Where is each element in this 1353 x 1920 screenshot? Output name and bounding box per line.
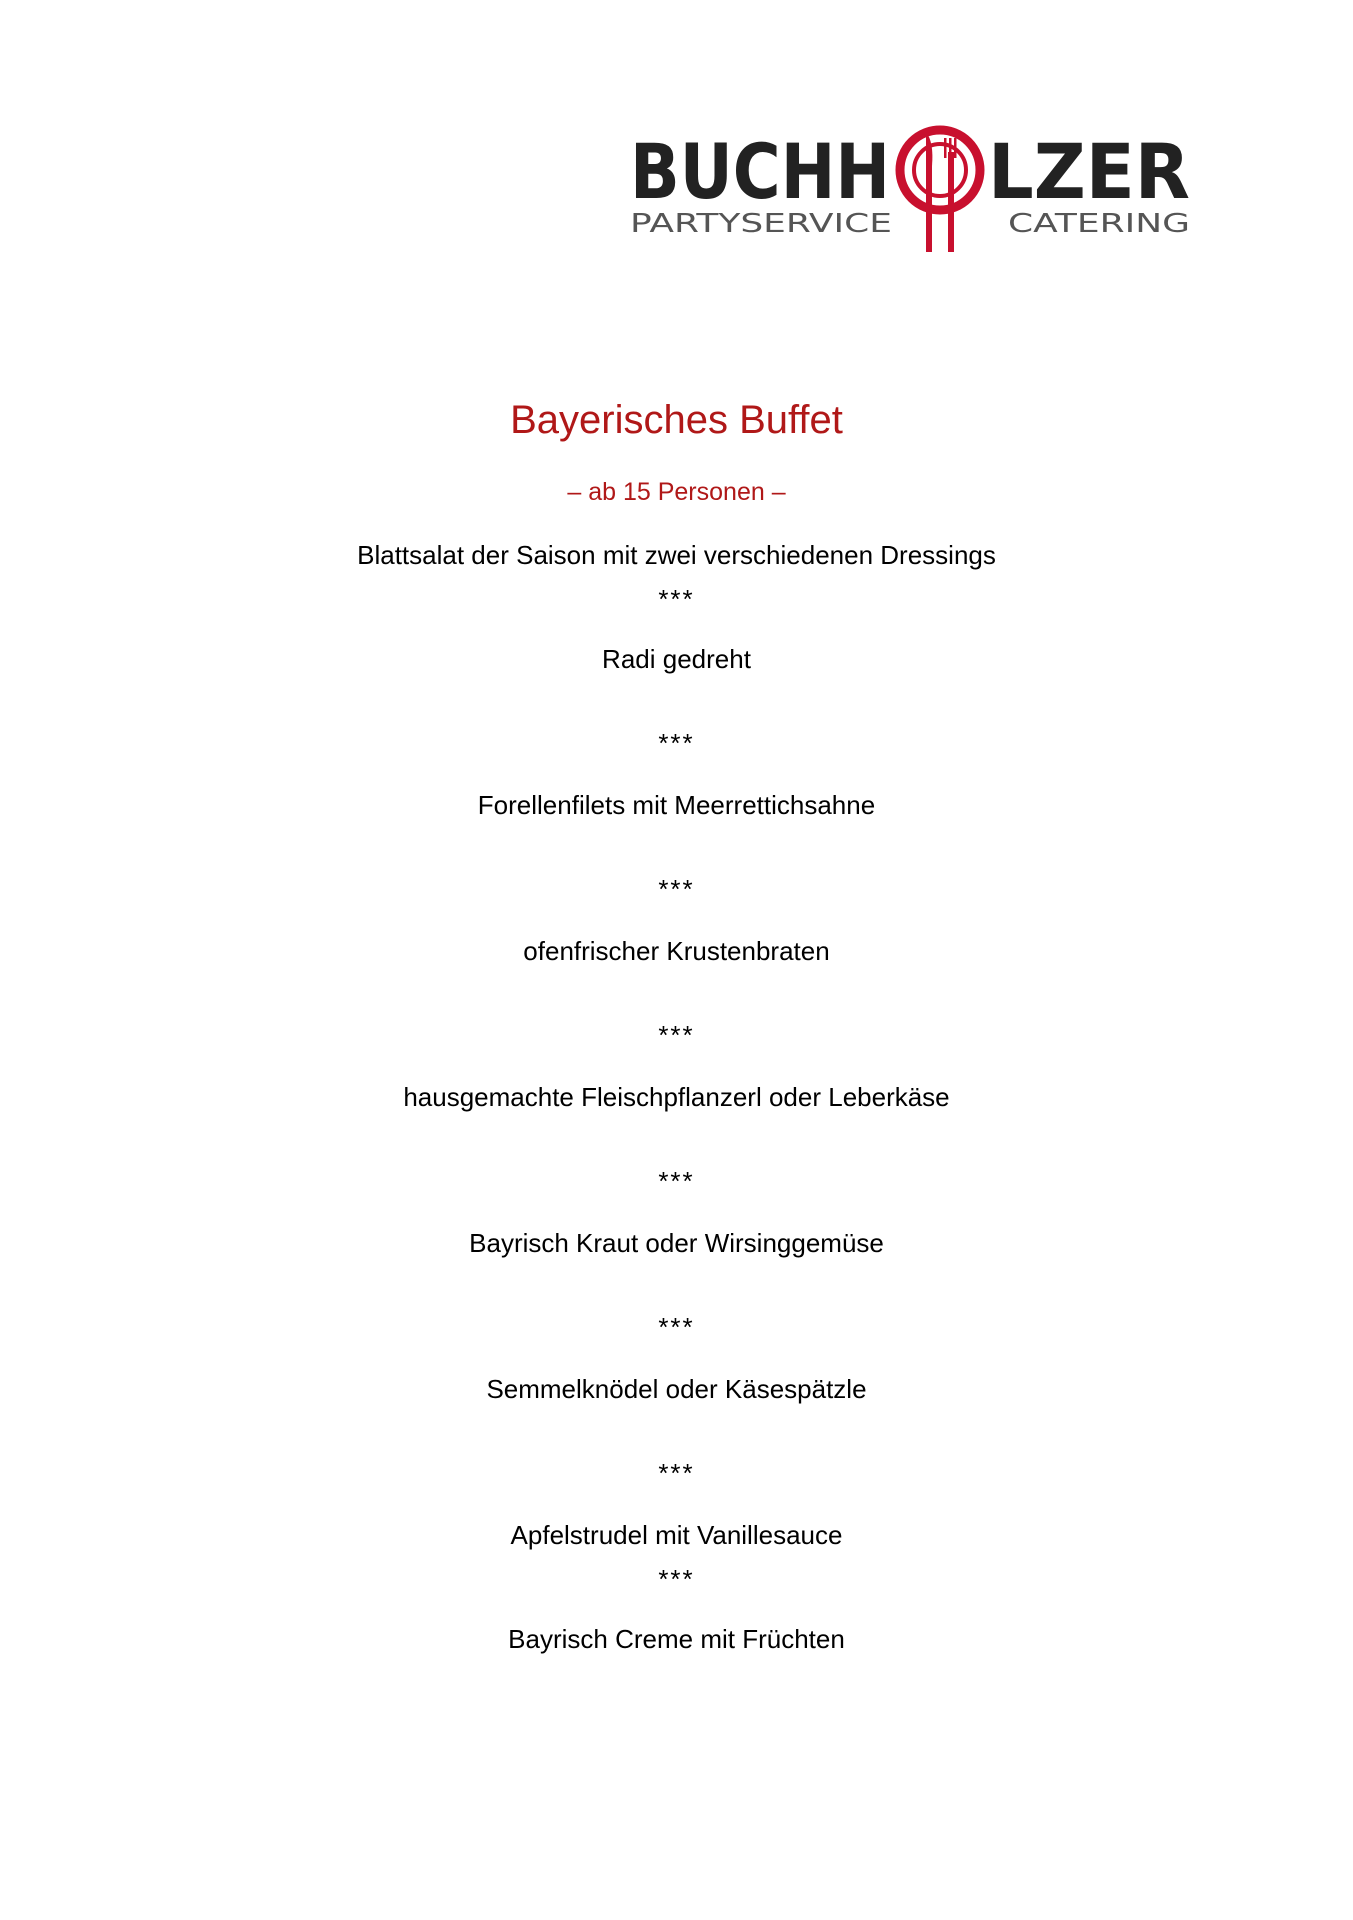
separator: ***	[658, 1312, 695, 1342]
separator: ***	[658, 1166, 695, 1196]
menu-item: Semmelknödel oder Käsespätzle	[486, 1374, 867, 1404]
separator: ***	[658, 584, 695, 614]
separator: ***	[658, 874, 695, 904]
logo-tag-right: CATERING	[1008, 209, 1190, 239]
logo-tag-left: PARTYSERVICE	[630, 209, 892, 239]
menu-subtitle: – ab 15 Personen –	[567, 478, 786, 506]
separator: ***	[658, 1458, 695, 1488]
menu-item: Radi gedreht	[602, 644, 751, 674]
menu-item: Blattsalat der Saison mit zwei verschiedenen Dressings	[357, 540, 996, 570]
menu-item: Bayrisch Creme mit Früchten	[508, 1624, 845, 1654]
menu-item: ofenfrischer Krustenbraten	[523, 936, 830, 966]
menu-item: Bayrisch Kraut oder Wirsinggemüse	[469, 1228, 884, 1258]
buchholzer-logo	[630, 122, 1190, 262]
menu-item: Apfelstrudel mit Vanillesauce	[510, 1520, 843, 1550]
logo-name-right: LZER	[988, 127, 1190, 216]
separator: ***	[658, 1564, 695, 1594]
plate-fork-knife-icon	[900, 130, 980, 252]
logo-name-left: BUCHH	[630, 127, 890, 216]
separator: ***	[658, 728, 695, 758]
menu-title: Bayerisches Buffet	[510, 398, 843, 442]
separator: ***	[658, 1020, 695, 1050]
menu-item: hausgemachte Fleischpflanzerl oder Leberkäse	[403, 1082, 950, 1112]
menu-item: Forellenfilets mit Meerrettichsahne	[477, 790, 876, 820]
